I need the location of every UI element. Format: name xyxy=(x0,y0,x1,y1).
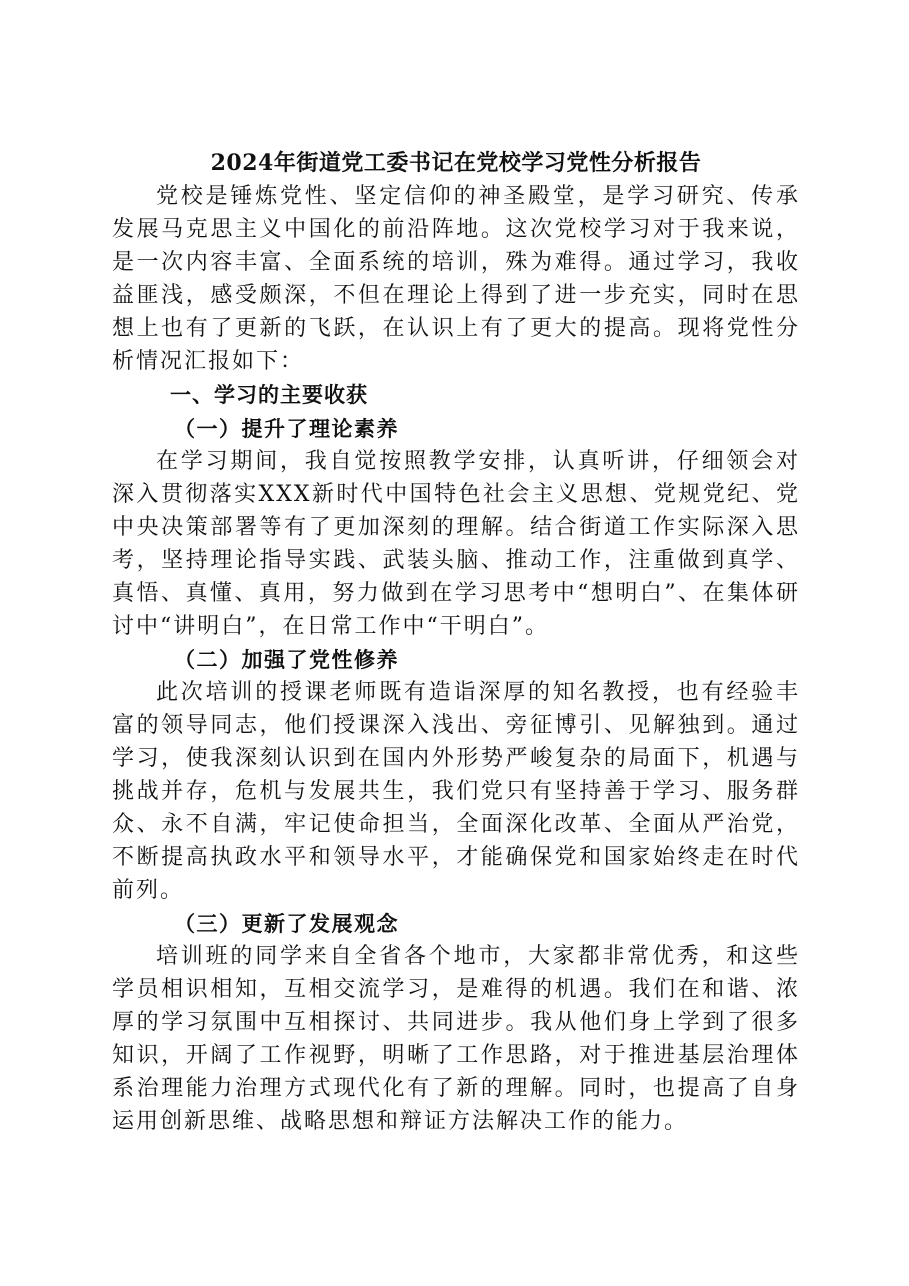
intro-paragraph: 党校是锤炼党性、坚定信仰的神圣殿堂，是学习研究、传承发展马克思主义中国化的前沿阵地。这次党校学习对于我来说，是一次内容丰富、全面系统的培训，殊为难得。通过学习，我收益匪浅，感受颇深，不但在理论上得到了进一步充实，同时在思想上也有了更新的飞跃，在认识上有了更大的提高。现将党性分析情况汇报如下： xyxy=(112,184,800,374)
subsection-heading-theory: （一）提升了理论素养 xyxy=(174,416,399,441)
paragraph-theory: 在学习期间，我自觉按照教学安排，认真听讲，仔细领会对深入贯彻落实XXX新时代中国特色社会主义思想、党规党纪、党中央决策部署等有了更加深刻的理解。结合街道工作实际深入思考，坚持理论指导实践、武装头脑、推动工作，注重做到真学、真悟、真懂、真用，努力做到在学习思考中“想明白”、在集体研讨中“讲明白”，在日常工作中“干明白”。 xyxy=(112,449,800,639)
paragraph-development: 培训班的同学来自全省各个地市，大家都非常优秀，和这些学员相识相知，互相交流学习，是难得的机遇。我们在和谐、浓厚的学习氛围中互相探讨、共同进步。我从他们身上学到了很多知识，开阔了工作视野，明晰了工作思路，对于推进基层治理体系治理能力治理方式现代化有了新的理解。同时，也提高了自身运用创新思维、战略思想和辩证方法解决工作的能力。 xyxy=(112,944,800,1134)
document-title: 2024年街道党工委书记在党校学习党性分析报告 xyxy=(210,150,702,176)
subsection-heading-party-spirit: （二）加强了党性修养 xyxy=(174,647,399,672)
paragraph-party-spirit: 此次培训的授课老师既有造诣深厚的知名教授，也有经验丰富的领导同志，他们授课深入浅出、旁征博引、见解独到。通过学习，使我深刻认识到在国内外形势严峻复杂的局面下，机遇与挑战并存，危机与发展共生，我们党只有坚持善于学习、服务群众、永不自满，牢记使命担当，全面深化改革、全面从严治党，不断提高执政水平和领导水平，才能确保党和国家始终走在时代前列。 xyxy=(112,680,800,903)
subsection-heading-development: （三）更新了发展观念 xyxy=(174,911,399,936)
document-body xyxy=(112,146,800,1138)
section-heading-main-gains: 一、学习的主要收获 xyxy=(170,383,368,407)
